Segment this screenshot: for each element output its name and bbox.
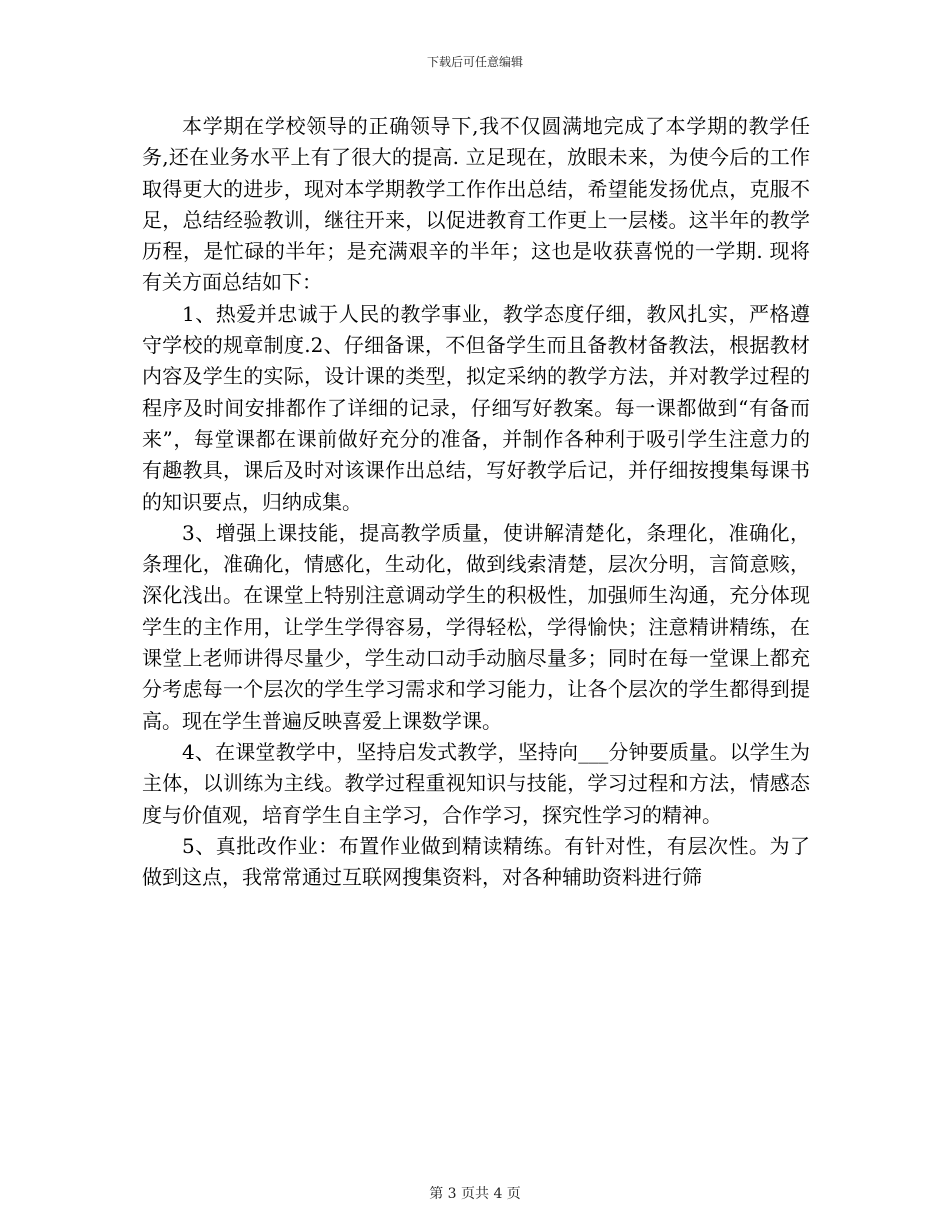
paragraph-intro: 本学期在学校领导的正确领导下,我不仅圆满地完成了本学期的教学任务,还在业务水平上有了很大的提高. 立足现在，放眼未来，为使今后的工作取得更大的进步，现对本学期教学工作作出总结，希望能发扬优点，克服不足，总结经验教训，继往开来，以促进教育工作更上一层楼。这半年的教学历程，是忙碌的半年；是充满艰辛的半年；这也是收获喜悦的一学期. 现将有关方面总结如下： [142, 114, 810, 295]
page-footer: 第 3 页共 4 页 [429, 1186, 521, 1202]
paragraph-item-1-2: 1、热爱并忠诚于人民的教学事业，教学态度仔细，教风扎实，严格遵守学校的规章制度.2、仔细备课，不但备学生而且备教材备教法，根据教材内容及学生的实际，设计课的类型，拟定采纳的教学方法，并对教学过程的程序及时间安排都作了详细的记录，仔细写好教案。每一课都做到“有备而来”，每堂课都在课前做好充分的准备，并制作各种利于吸引学生注意力的有趣教具，课后及时对该课作出总结，写好教学后记，并仔细按搜集每课书的知识要点，归纳成集。 [142, 301, 810, 514]
document-body [142, 111, 810, 893]
paragraph-item-5: 5、真批改作业：布置作业做到精读精练。有针对性，有层次性。为了做到这点，我常常通过互联网搜集资料，对各种辅助资料进行筛 [142, 833, 810, 890]
paragraph-item-3: 3、增强上课技能，提高教学质量，使讲解清楚化，条理化，准确化，条理化，准确化，情感化，生动化，做到线索清楚，层次分明，言简意赅，深化浅出。在课堂上特别注意调动学生的积极性，加强师生沟通，充分体现学生的主作用，让学生学得容易，学得轻松，学得愉快；注意精讲精练，在课堂上老师讲得尽量少，学生动口动手动脑尽量多；同时在每一堂课上都充分考虑每一个层次的学生学习需求和学习能力，让各个层次的学生都得到提高。现在学生普遍反映喜爱上课数学课。 [142, 520, 810, 733]
paragraph-item-4: 4、在课堂教学中，坚持启发式教学，坚持向___分钟要质量。以学生为主体，以训练为主线。教学过程重视知识与技能，学习过程和方法，情感态度与价值观，培育学生自主学习，合作学习，探究性学习的精神。 [142, 739, 810, 827]
page-header: 下载后可任意编辑 [426, 55, 523, 69]
